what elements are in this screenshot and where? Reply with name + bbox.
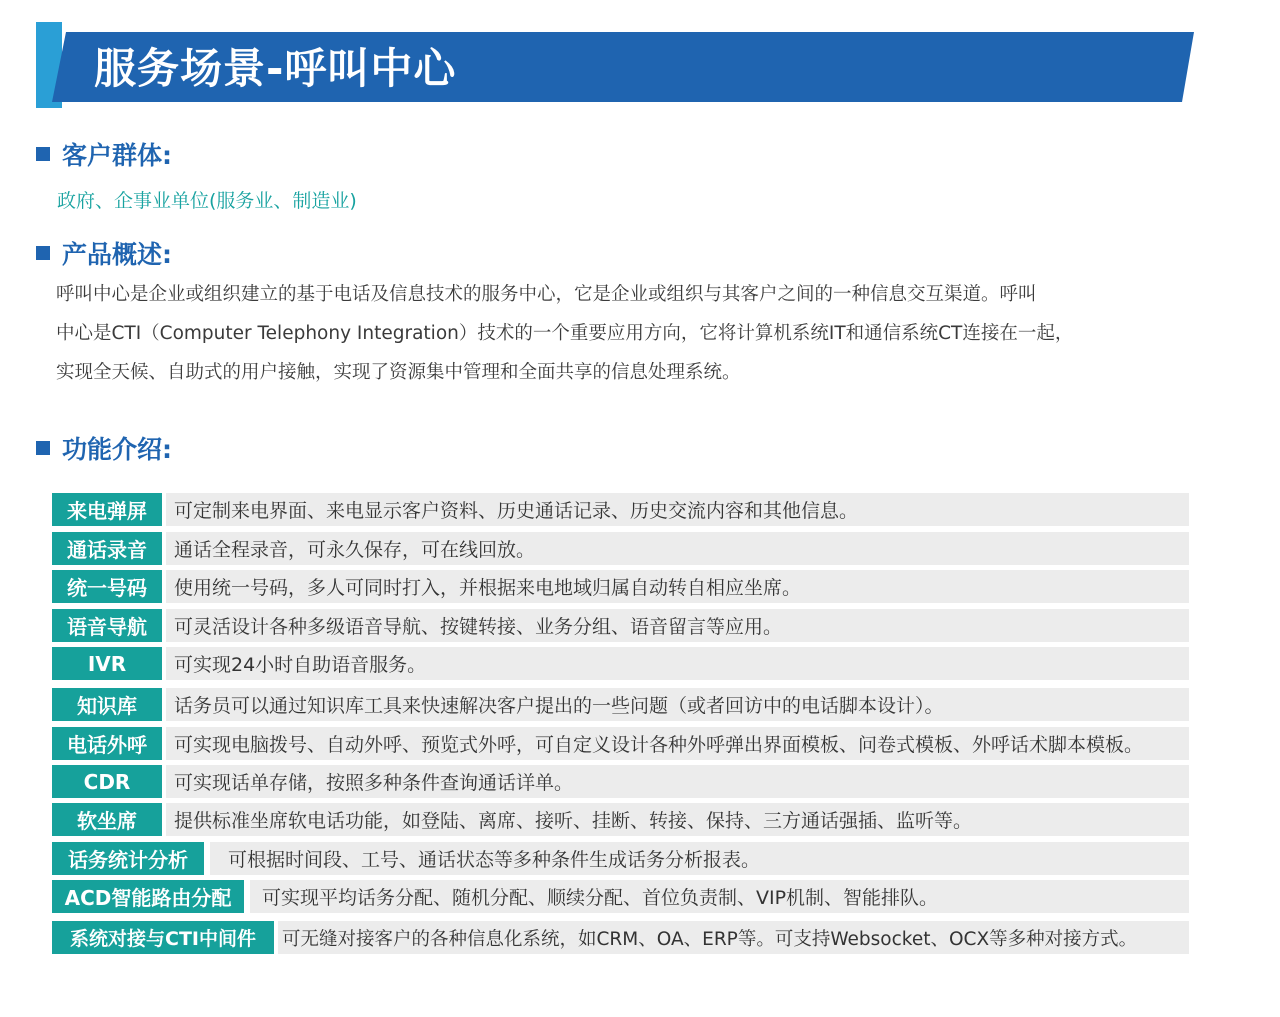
feature-description: 使用统一号码，多人可同时打入，并根据来电地域归属自动转自相应坐席。 [174,577,802,599]
feature-description: 可定制来电界面、来电显示客户资料、历史通话记录、历史交流内容和其他信息。 [174,500,859,522]
feature-description: 通话全程录音，可永久保存，可在线回放。 [174,539,536,561]
feature-tag: 统一号码 [52,570,162,603]
feature-tag: 话务统计分析 [52,842,204,875]
feature-tag: IVR [52,647,162,680]
customer-heading-label: 客户群体: [62,141,172,170]
overview-line: 实现全天候、自助式的用户接触，实现了资源集中管理和全面共享的信息处理系统。 [56,362,741,383]
feature-description: 提供标准坐席软电话功能，如登陆、离席、接听、挂断、转接、保持、三方通话强插、监听等。 [174,810,973,832]
overview-heading-label: 产品概述: [62,240,172,269]
feature-tag: 系统对接与CTI中间件 [52,921,274,954]
customer-heading [36,138,172,170]
overview-heading [36,237,172,269]
feature-description: 话务员可以通过知识库工具来快速解决客户提出的一些问题（或者回访中的电话脚本设计）。 [174,695,944,717]
feature-row [52,647,1189,680]
feature-description: 可实现24小时自助语音服务。 [174,654,427,676]
square-bullet-icon [36,246,50,260]
feature-row [52,493,1189,526]
feature-description: 可无缝对接客户的各种信息化系统，如CRM、OA、ERP等。可支持Websocket、OCX等多种对接方式。 [282,928,1138,950]
feature-description: 可根据时间段、工号、通话状态等多种条件生成话务分析报表。 [228,849,761,871]
feature-row [52,570,1189,603]
feature-row [52,609,1189,642]
feature-tag: 电话外呼 [52,727,162,760]
feature-row [52,532,1189,565]
overview-paragraph [56,275,1206,392]
page-title: 服务场景-呼叫中心 [94,44,457,93]
feature-description: 可实现电脑拨号、自动外呼、预览式外呼，可自定义设计各种外呼弹出界面模板、问卷式模板、外呼话术脚本模板。 [174,734,1144,756]
features-heading [36,432,172,464]
feature-row [52,765,1189,798]
feature-row [52,803,1189,836]
customer-group-text: 政府、企事业单位(服务业、制造业) [57,190,357,212]
feature-row [52,921,1270,954]
feature-row [52,688,1189,721]
feature-tag: 软坐席 [52,803,162,836]
feature-tag: 通话录音 [52,532,162,565]
feature-tag: ACD智能路由分配 [52,880,244,913]
overview-line: 呼叫中心是企业或组织建立的基于电话及信息技术的服务中心，它是企业或组织与其客户之间的一种信息交互渠道。呼叫 [56,284,1037,305]
square-bullet-icon [36,147,50,161]
feature-description: 可实现平均话务分配、随机分配、顺续分配、首位负责制、VIP机制、智能排队。 [262,887,939,909]
feature-row [52,727,1189,760]
feature-row [52,880,1189,913]
overview-line: 中心是CTI（Computer Telephony Integration）技术的一个重要应用方向，它将计算机系统IT和通信系统CT连接在一起， [56,323,1074,344]
feature-tag: 知识库 [52,688,162,721]
feature-row [52,842,1189,875]
feature-description: 可实现话单存储，按照多种条件查询通话详单。 [174,772,574,794]
feature-tag: CDR [52,765,162,798]
square-bullet-icon [36,441,50,455]
feature-tag: 来电弹屏 [52,493,162,526]
feature-description: 可灵活设计各种多级语音导航、按键转接、业务分组、语音留言等应用。 [174,616,783,638]
features-heading-label: 功能介绍: [62,435,172,464]
feature-tag: 语音导航 [52,609,162,642]
